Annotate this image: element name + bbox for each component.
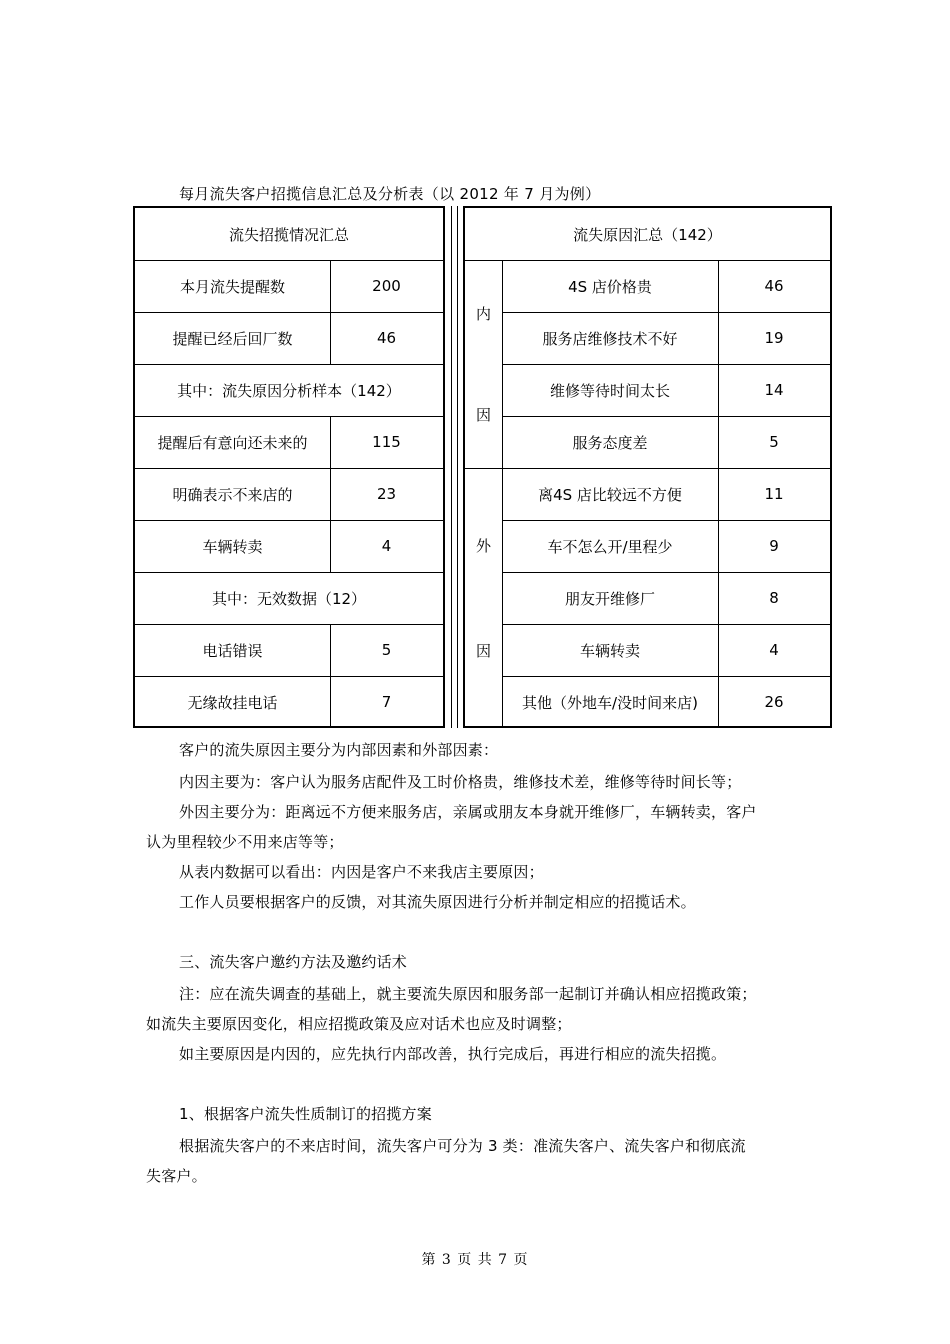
internal-group-char-2: 因 xyxy=(475,406,491,424)
reason-row-label: 朋友开维修厂 xyxy=(564,589,655,608)
paragraph-line: 认为里程较少不用来店等等； xyxy=(146,833,344,851)
reason-row-value: 19 xyxy=(764,329,784,347)
summary-merged-label: 其中：流失原因分析样本（142） xyxy=(177,381,401,400)
summary-row-value: 4 xyxy=(381,537,392,555)
table-gap-divider xyxy=(457,206,458,728)
summary-row-value: 7 xyxy=(381,693,392,711)
summary-row-value: 115 xyxy=(372,433,401,451)
paragraph-line: 客户的流失原因主要分为内部因素和外部因素： xyxy=(179,741,499,759)
section-heading: 三、流失客户邀约方法及邀约话术 xyxy=(179,953,408,971)
column-divider xyxy=(330,676,331,728)
reason-row-label: 车辆转卖 xyxy=(579,641,640,660)
reason-row-label: 车不怎么开/里程少 xyxy=(547,537,673,556)
paragraph-line: 失客户。 xyxy=(146,1167,207,1185)
internal-group-char-1: 内 xyxy=(475,305,491,323)
loss-summary-header: 流失招揽情况汇总 xyxy=(228,225,349,244)
paragraph-line: 从表内数据可以看出：内因是客户不来我店主要原因； xyxy=(179,863,544,881)
reason-row-value: 46 xyxy=(764,277,784,295)
reason-row-label: 其他（外地车/没时间来店) xyxy=(522,693,698,712)
reason-row-value: 14 xyxy=(764,381,784,399)
reason-row-value: 8 xyxy=(769,589,779,607)
column-divider xyxy=(330,468,331,520)
loss-reason-table xyxy=(463,206,832,728)
table-gap-divider xyxy=(451,206,452,728)
summary-row-label: 无缘故挂电话 xyxy=(187,693,278,712)
column-divider xyxy=(330,520,331,572)
paragraph-line: 工作人员要根据客户的反馈，对其流失原因进行分析并制定相应的招揽话术。 xyxy=(179,893,696,911)
reason-row-label: 服务态度差 xyxy=(572,433,648,452)
summary-row-value: 5 xyxy=(381,641,392,659)
summary-row-label: 电话错误 xyxy=(202,641,263,660)
table-caption: 每月流失客户招揽信息汇总及分析表（以 2012 年 7 月为例） xyxy=(179,185,601,203)
internal-group-label xyxy=(465,260,502,468)
reason-row-label: 维修等待时间太长 xyxy=(549,381,670,400)
page-footer: 第 3 页 共 7 页 xyxy=(421,1252,529,1268)
reason-row-value: 9 xyxy=(769,537,779,555)
paragraph-line: 内因主要为：客户认为服务店配件及工时价格贵，维修技术差，维修等待时间长等； xyxy=(179,773,742,791)
summary-row-label: 车辆转卖 xyxy=(202,537,263,556)
reason-row-value: 11 xyxy=(764,485,784,503)
paragraph-line: 如流失主要原因变化，相应招揽政策及应对话术也应及时调整； xyxy=(146,1015,572,1033)
column-divider xyxy=(330,260,331,312)
column-divider xyxy=(330,624,331,676)
summary-row-label: 明确表示不来店的 xyxy=(172,485,293,504)
external-group-char-1: 外 xyxy=(475,537,491,555)
summary-row-value: 46 xyxy=(376,329,397,347)
loss-summary-table xyxy=(133,206,445,728)
summary-row-value: 200 xyxy=(372,277,401,295)
summary-row-value: 23 xyxy=(376,485,397,503)
summary-row-label: 本月流失提醒数 xyxy=(179,277,285,296)
paragraph-line: 外因主要分为：距离远不方便来服务店，亲属或朋友本身就开维修厂，车辆转卖，客户 xyxy=(179,803,757,821)
reason-row-value: 5 xyxy=(769,433,779,451)
column-divider xyxy=(330,416,331,468)
paragraph-line: 注：应在流失调查的基础上，就主要流失原因和服务部一起制订并确认相应招揽政策； xyxy=(179,985,757,1003)
column-divider xyxy=(330,312,331,364)
reason-row-value: 26 xyxy=(764,693,784,711)
subsection-heading: 1、根据客户流失性质制订的招揽方案 xyxy=(179,1105,432,1123)
external-group-label xyxy=(465,468,502,728)
paragraph-line: 根据流失客户的不来店时间，流失客户可分为 3 类：准流失客户、流失客户和彻底流 xyxy=(179,1137,746,1155)
external-group-char-2: 因 xyxy=(475,642,491,660)
summary-row-label: 提醒已经后回厂数 xyxy=(172,329,293,348)
summary-merged-label: 其中：无效数据（12） xyxy=(211,589,367,608)
reason-row-value: 4 xyxy=(769,641,779,659)
reason-row-label: 4S 店价格贵 xyxy=(568,277,652,296)
summary-row-label: 提醒后有意向还未来的 xyxy=(157,433,308,452)
reason-row-label: 服务店维修技术不好 xyxy=(542,329,678,348)
loss-reason-header: 流失原因汇总（142） xyxy=(573,225,722,244)
reason-row-label: 离4S 店比较远不方便 xyxy=(538,485,682,504)
paragraph-line: 如主要原因是内因的，应先执行内部改善，执行完成后，再进行相应的流失招揽。 xyxy=(179,1045,727,1063)
